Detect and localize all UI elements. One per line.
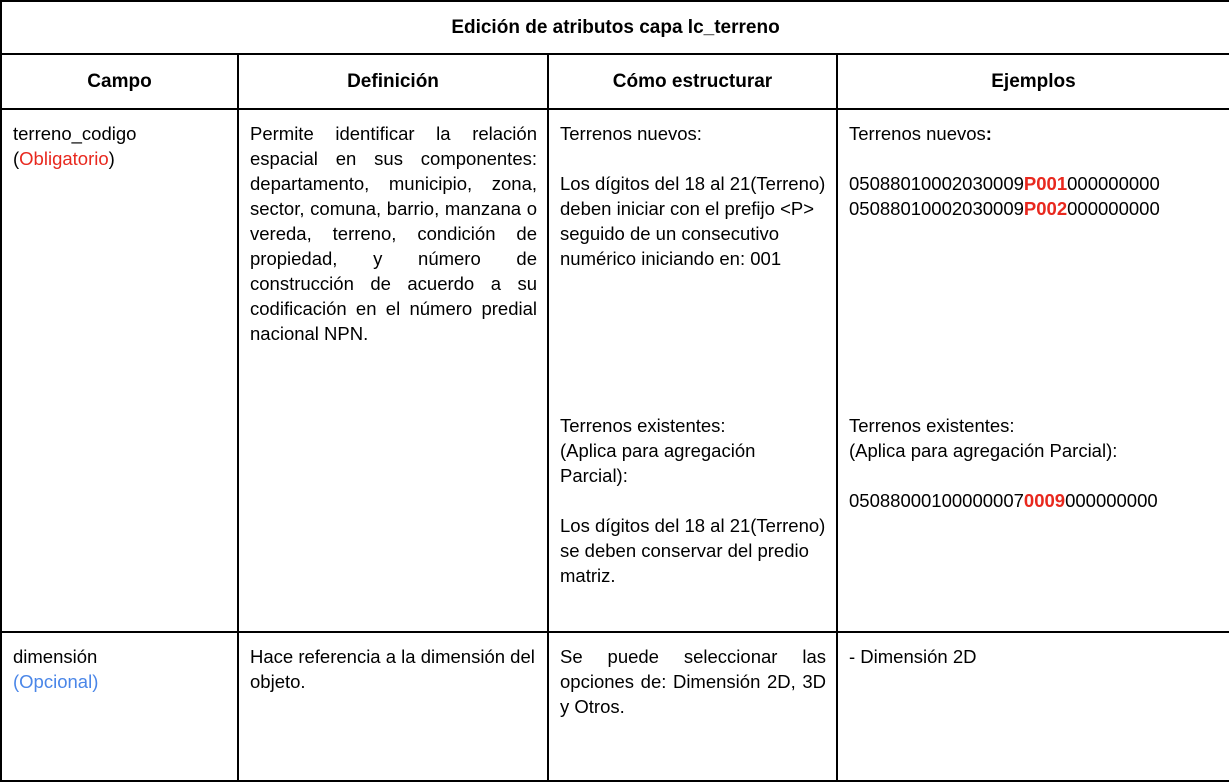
code-suffix: 000000000 (1067, 173, 1160, 194)
code-suffix: 000000000 (1065, 490, 1158, 511)
code-highlight: 0009 (1023, 490, 1066, 511)
examples-existing-note: (Aplica para agregación Parcial): (849, 440, 1118, 461)
field-status-required: Obligatorio (19, 148, 109, 169)
header-row (1, 54, 1229, 109)
structure-new-text: Los dígitos del 18 al 21(Terreno) deben iniciar con el prefijo <P> seguido de un consecutivo numérico iniciando en: 001 (560, 173, 826, 269)
definition-text: Hace referencia a la dimensión del objeto. (250, 646, 535, 692)
table-row (1, 109, 1229, 632)
structure-new-heading: Terrenos nuevos: (560, 123, 702, 144)
structure-text: Se puede seleccionar las opciones de: Dimensión 2D, 3D y Otros. (560, 646, 826, 717)
examples-new-heading: Terrenos nuevos (849, 123, 986, 144)
example-code (849, 488, 1219, 513)
header-como-estructurar: Cómo estructurar (548, 54, 837, 109)
field-name: dimensión (13, 646, 98, 667)
examples-existing-heading: Terrenos existentes: (849, 415, 1015, 436)
structure-cell (548, 109, 837, 632)
examples-existing-block (849, 413, 1219, 513)
examples-new-heading-colon: : (985, 123, 992, 144)
example-code (849, 171, 1219, 196)
structure-new-block (560, 121, 826, 413)
code-highlight: P001 (1023, 173, 1068, 194)
field-status-line: (Obligatorio) (13, 148, 115, 169)
field-cell (1, 632, 238, 781)
structure-cell (548, 632, 837, 781)
structure-existing-note: (Aplica para agregación Parcial): (560, 440, 756, 486)
code-prefix: 05088010002030009 (849, 173, 1024, 194)
table-row (1, 632, 1229, 781)
examples-cell (837, 632, 1229, 781)
example-text: - Dimensión 2D (849, 646, 977, 667)
field-status-optional: Opcional (19, 671, 93, 692)
header-ejemplos: Ejemplos (837, 54, 1229, 109)
examples-new-heading-line (849, 121, 1219, 146)
field-name: terreno_codigo (13, 123, 137, 144)
code-prefix: 05088010002030009 (849, 198, 1024, 219)
definition-cell (238, 109, 548, 632)
field-status-optional-line: (Opcional) (13, 671, 99, 692)
title-row (1, 1, 1229, 54)
examples-new-block (849, 121, 1219, 413)
definition-text: Permite identificar la relación espacial en sus componentes: departamento, municipio, zona, sector, comuna, barrio, manzana o vereda, terreno, condición de propiedad, y número de construcción de acuerdo a su codificación en el número predial nacional NPN. (250, 123, 537, 344)
code-prefix: 05088000100000007 (849, 490, 1024, 511)
examples-cell (837, 109, 1229, 632)
structure-existing-heading: Terrenos existentes: (560, 415, 726, 436)
header-campo: Campo (1, 54, 238, 109)
definition-cell (238, 632, 548, 781)
structure-existing-text: Los dígitos del 18 al 21(Terreno) se deben conservar del predio matriz. (560, 515, 826, 586)
table-title: Edición de atributos capa lc_terreno (1, 1, 1229, 54)
header-definicion: Definición (238, 54, 548, 109)
example-code (849, 196, 1219, 221)
code-suffix: 000000000 (1067, 198, 1160, 219)
structure-existing-block (560, 413, 826, 588)
code-highlight: P002 (1023, 198, 1068, 219)
field-cell (1, 109, 238, 632)
